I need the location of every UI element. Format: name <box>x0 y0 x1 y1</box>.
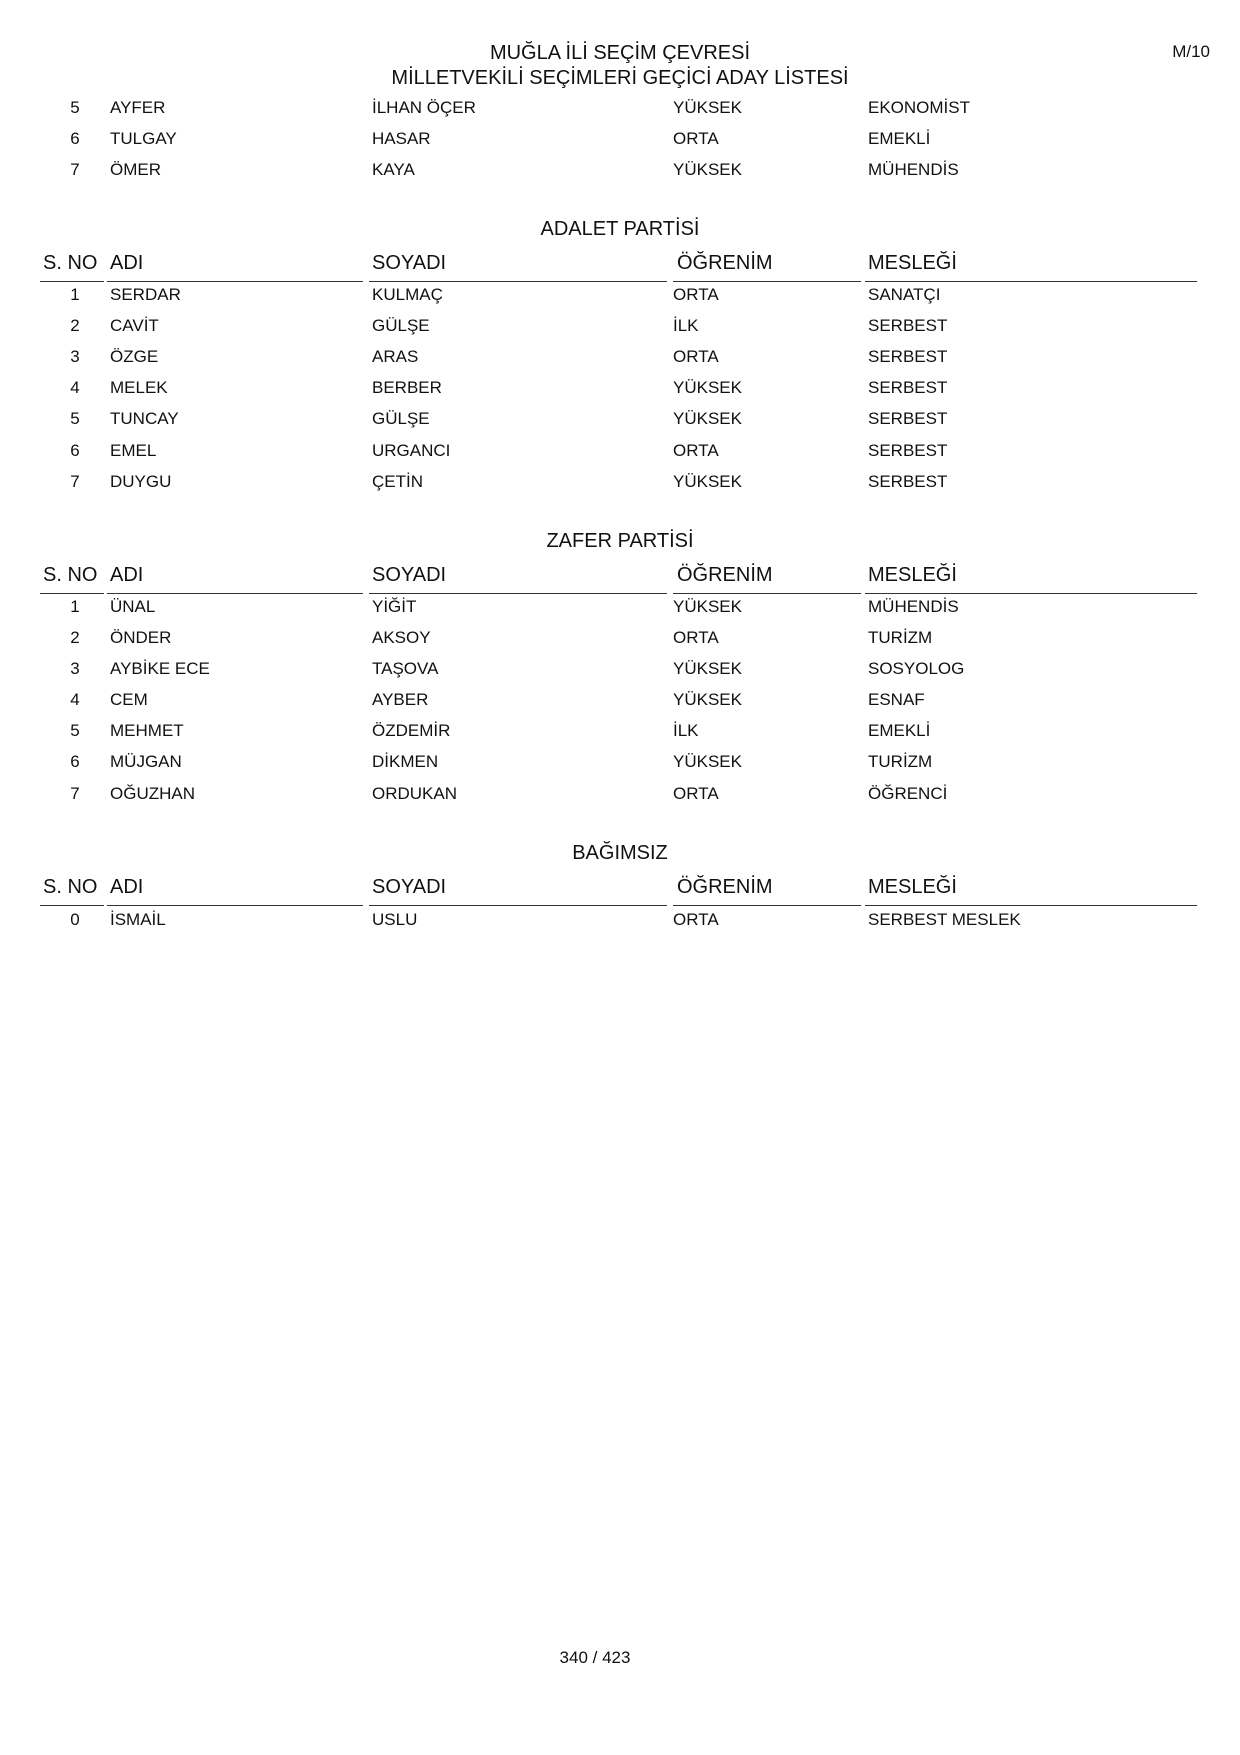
table-row <box>0 409 1240 440</box>
header-rule <box>40 593 104 594</box>
header-adi: ADI <box>110 252 144 274</box>
header-no: S. NO <box>43 252 98 274</box>
table-row <box>0 160 1240 191</box>
cell-meslegi: SOSYOLOG <box>868 659 965 678</box>
header-rule <box>107 593 363 594</box>
cell-adi: AYFER <box>110 98 166 117</box>
party-title: BAĞIMSIZ <box>572 842 668 864</box>
table-row <box>0 752 1240 783</box>
cell-soyadi: TAŞOVA <box>372 659 439 678</box>
cell-no: 6 <box>70 129 80 148</box>
cell-meslegi: EMEKLİ <box>868 721 931 740</box>
cell-meslegi: EMEKLİ <box>868 129 931 148</box>
cell-adi: SERDAR <box>110 285 181 304</box>
cell-meslegi: SERBEST <box>868 441 948 460</box>
header-rule <box>673 281 861 282</box>
cell-meslegi: MÜHENDİS <box>868 597 959 616</box>
cell-no: 7 <box>70 472 80 491</box>
cell-soyadi: URGANCI <box>372 441 451 460</box>
cell-adi: EMEL <box>110 441 157 460</box>
cell-soyadi: İLHAN ÖÇER <box>372 98 476 117</box>
table-row <box>0 690 1240 721</box>
party-title: ADALET PARTİSİ <box>540 218 700 240</box>
header-adi: ADI <box>110 876 144 898</box>
cell-adi: MELEK <box>110 378 168 397</box>
cell-soyadi: HASAR <box>372 129 431 148</box>
cell-adi: TULGAY <box>110 129 177 148</box>
cell-adi: ÖMER <box>110 160 161 179</box>
cell-soyadi: ORDUKAN <box>372 784 458 803</box>
header-rule <box>369 905 667 906</box>
cell-adi: OĞUZHAN <box>110 784 195 803</box>
page-code: M/10 <box>1172 42 1210 61</box>
header-meslegi: MESLEĞİ <box>868 876 957 898</box>
cell-ogrenim: ORTA <box>673 910 719 929</box>
cell-adi: ÜNAL <box>110 597 156 616</box>
cell-no: 1 <box>70 597 80 616</box>
cell-no: 5 <box>70 721 80 740</box>
table-row <box>0 129 1240 160</box>
table-header <box>0 252 1240 288</box>
cell-adi: MEHMET <box>110 721 184 740</box>
document-title: MUĞLA İLİ SEÇİM ÇEVRESİ <box>489 42 751 64</box>
header-adi: ADI <box>110 564 144 586</box>
cell-no: 6 <box>70 441 80 460</box>
cell-meslegi: SANATÇI <box>868 285 941 304</box>
cell-no: 0 <box>70 910 80 929</box>
cell-soyadi: AKSOY <box>372 628 431 647</box>
header-ogrenim: ÖĞRENİM <box>677 252 773 274</box>
cell-soyadi: ÇETİN <box>372 472 423 491</box>
cell-soyadi: BERBER <box>372 378 442 397</box>
header-no: S. NO <box>43 564 98 586</box>
cell-no: 2 <box>70 628 80 647</box>
header-ogrenim: ÖĞRENİM <box>677 564 773 586</box>
cell-adi: CEM <box>110 690 148 709</box>
cell-ogrenim: ORTA <box>673 129 719 148</box>
table-row <box>0 98 1240 129</box>
page-number: 340 / 423 <box>559 1648 631 1667</box>
cell-ogrenim: YÜKSEK <box>673 690 742 709</box>
table-row <box>0 472 1240 503</box>
cell-meslegi: SERBEST <box>868 378 948 397</box>
header-rule <box>107 281 363 282</box>
header-rule <box>865 905 1197 906</box>
cell-adi: ÖZGE <box>110 347 159 366</box>
party-title: ZAFER PARTİSİ <box>546 530 694 552</box>
header-rule <box>40 281 104 282</box>
cell-meslegi: EKONOMİST <box>868 98 971 117</box>
cell-ogrenim: YÜKSEK <box>673 659 742 678</box>
table-row <box>0 316 1240 347</box>
table-row <box>0 597 1240 628</box>
header-soyadi: SOYADI <box>372 564 447 586</box>
cell-ogrenim: İLK <box>673 316 699 335</box>
table-row <box>0 910 1240 941</box>
table-row <box>0 378 1240 409</box>
header-rule <box>107 905 363 906</box>
table-row <box>0 347 1240 378</box>
cell-meslegi: SERBEST <box>868 472 948 491</box>
cell-no: 6 <box>70 752 80 771</box>
header-soyadi: SOYADI <box>372 876 447 898</box>
header-no: S. NO <box>43 876 98 898</box>
header-ogrenim: ÖĞRENİM <box>677 876 773 898</box>
cell-soyadi: KULMAÇ <box>372 285 443 304</box>
cell-soyadi: YİĞİT <box>372 597 417 616</box>
cell-ogrenim: YÜKSEK <box>673 472 742 491</box>
cell-meslegi: SERBEST MESLEK <box>868 910 1021 929</box>
cell-meslegi: SERBEST <box>868 316 948 335</box>
cell-ogrenim: ORTA <box>673 441 719 460</box>
cell-soyadi: KAYA <box>372 160 415 179</box>
table-row <box>0 721 1240 752</box>
header-rule <box>369 281 667 282</box>
cell-soyadi: USLU <box>372 910 418 929</box>
table-row <box>0 659 1240 690</box>
cell-adi: ÖNDER <box>110 628 172 647</box>
cell-meslegi: MÜHENDİS <box>868 160 959 179</box>
header-rule <box>369 593 667 594</box>
cell-ogrenim: YÜKSEK <box>673 98 742 117</box>
cell-ogrenim: YÜKSEK <box>673 160 742 179</box>
header-meslegi: MESLEĞİ <box>868 252 957 274</box>
cell-ogrenim: YÜKSEK <box>673 752 742 771</box>
cell-ogrenim: YÜKSEK <box>673 409 742 428</box>
table-row <box>0 628 1240 659</box>
cell-no: 4 <box>70 378 80 397</box>
cell-ogrenim: ORTA <box>673 347 719 366</box>
cell-ogrenim: ORTA <box>673 784 719 803</box>
cell-soyadi: AYBER <box>372 690 429 709</box>
cell-soyadi: ÖZDEMİR <box>372 721 451 740</box>
header-rule <box>865 281 1197 282</box>
table-row <box>0 784 1240 815</box>
cell-no: 1 <box>70 285 80 304</box>
document-subtitle: MİLLETVEKİLİ SEÇİMLERİ GEÇİCİ ADAY LİSTESİ <box>391 67 849 89</box>
table-row <box>0 285 1240 316</box>
cell-meslegi: ÖĞRENCİ <box>868 784 948 803</box>
cell-ogrenim: YÜKSEK <box>673 597 742 616</box>
cell-no: 3 <box>70 347 80 366</box>
cell-no: 7 <box>70 784 80 803</box>
cell-soyadi: GÜLŞE <box>372 316 430 335</box>
cell-meslegi: SERBEST <box>868 409 948 428</box>
cell-soyadi: GÜLŞE <box>372 409 430 428</box>
header-rule <box>673 593 861 594</box>
cell-no: 5 <box>70 409 80 428</box>
header-rule <box>865 593 1197 594</box>
cell-ogrenim: YÜKSEK <box>673 378 742 397</box>
cell-meslegi: SERBEST <box>868 347 948 366</box>
cell-adi: CAVİT <box>110 316 159 335</box>
table-header <box>0 564 1240 600</box>
table-header <box>0 876 1240 912</box>
cell-adi: MÜJGAN <box>110 752 182 771</box>
cell-ogrenim: ORTA <box>673 628 719 647</box>
cell-ogrenim: İLK <box>673 721 699 740</box>
table-row <box>0 441 1240 472</box>
cell-meslegi: ESNAF <box>868 690 925 709</box>
cell-soyadi: DİKMEN <box>372 752 439 771</box>
cell-meslegi: TURİZM <box>868 752 933 771</box>
cell-adi: DUYGU <box>110 472 172 491</box>
cell-ogrenim: ORTA <box>673 285 719 304</box>
cell-no: 3 <box>70 659 80 678</box>
cell-no: 4 <box>70 690 80 709</box>
cell-no: 7 <box>70 160 80 179</box>
cell-no: 2 <box>70 316 80 335</box>
header-rule <box>40 905 104 906</box>
cell-adi: İSMAİL <box>110 910 166 929</box>
cell-soyadi: ARAS <box>372 347 419 366</box>
header-rule <box>673 905 861 906</box>
cell-meslegi: TURİZM <box>868 628 933 647</box>
header-soyadi: SOYADI <box>372 252 447 274</box>
cell-no: 5 <box>70 98 80 117</box>
cell-adi: TUNCAY <box>110 409 179 428</box>
cell-adi: AYBİKE ECE <box>110 659 210 678</box>
header-meslegi: MESLEĞİ <box>868 564 957 586</box>
